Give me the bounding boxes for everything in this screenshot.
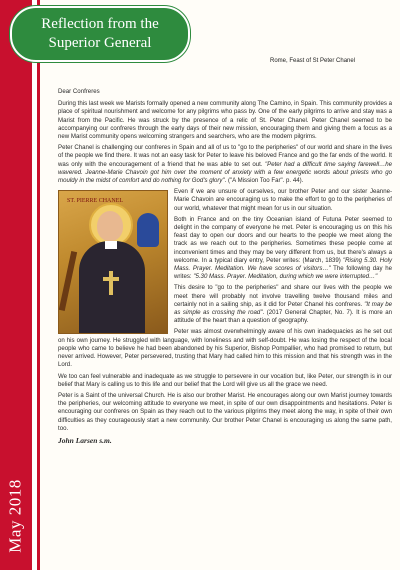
head-shape [97,211,123,241]
icon-caption: ST. PIERRE CHANEL [67,198,124,205]
saint-icon-image [58,190,168,334]
p5-text: This desire to "go to the peripheries" and share our lives with the people we meet there will probably not involve travelling twelve thousand miles and certainly not in a sailing ship, as it did for Peter Chanel his confreres. [174,284,392,308]
p2-text: Peter Chanel is challenging our confreres in Spain and all of us to "go to the peripheries" of our world and share in the lives of the people we find there. It was not an easy task for Peter to leave his beloved France and go the far ends of the world. It was only with the encouragement of a friend that he was able to set out. [58,144,392,168]
paragraph-1: During this last week we Marists formally opened a new community along The Camino, in Spain. This community provides a place of spiritual nourishment and welcome for any pilgrims who pass by. One of the early pilgrims to arrive and stay was a Marist from the Pacific. He was struck by the presence of a relic of St. Peter Chanel. Peter Chanel seemed to be accompanying our confreres through the early days of their new mission, encouraging them and giving them a focus as a new Marist community opens welcoming strangers and searchers, who are the modern pilgrims. [58,100,392,141]
p4-quote-2: "5.30 Mass. Prayer. Meditation, during which we were interrupted…" [193,273,378,281]
month-label [2,468,30,564]
madonna-shape [137,213,159,247]
title-line-1: Reflection from the [41,16,159,32]
paragraph-7: We too can feel vulnerable and inadequate as we struggle to persevere in our vocation but, like Peter, our strength is in our belief that Mary is calling us to this life and our belief that the Lord will give us all the grace we need. [58,372,392,388]
title-line-2: Superior General [48,35,152,51]
p2-quote: "Peter had a difficult time saying farewell…he wavered. Jeanne-Marie Chavoin got him over the moment of anxiety with a few energetic words about priests who go mouldy in the midst of comfort and do nothing for God's glory" [58,160,392,185]
p5-text-2: . (2017 General Chapter, No. 7). It is more an attitude of the heart than a question of geography. [174,309,393,325]
p5-quote: "It may be as simple as crossing the road" [174,300,392,317]
cross-bar [103,277,119,281]
paragraph-8: Peter is a Saint of the universal Church. He is also our brother Marist. He encourages along our own Marist journey towards the peripheries, our welcoming attitude to everyone we meet, in spite of our own disappointments and hesitations. Peter is encouraging our confreres on Spain as they reach out to the various pilgrims they meet along the way, in spite of their own difficulties as they courageously start a new community. Our brother Peter Chanel is encouraging us along the same path, too. [58,391,392,432]
sidebar-band-thin [37,0,40,570]
paragraph-6: Peter was almost overwhelmingly aware of his own inadequacies as he set out on his own journey. He struggled with language, with loneliness and with self-doubt. He was losing the respect of the local people who came to believe he had been abandoned by his Superior, Bishop Pompallier, who had promised to return, but never arrived. However, Peter persevered, trusting that Mary had called him to this mission and that his strength was in the Lord. [58,328,392,369]
letter-body [58,88,392,445]
cross-icon [109,271,113,295]
salutation: Dear Confreres [58,88,100,95]
dateline: Rome, Feast of St Peter Chanel [270,58,356,64]
p2-citation: . ("A Mission Too Far". p. 44). [224,177,304,185]
p4-text-2: The following day he writes: [174,265,392,281]
paragraph-2 [58,144,392,185]
paragraph-3: Even if we are unsure of ourselves, our brother Peter and our sister Jeanne-Marie Chavoin are encouraging us to make the effort to go to the peripheries of our world, whatever that might mean for us in our situation. [174,188,392,212]
collar-shape [105,241,117,249]
club-shape [59,251,77,311]
p4-quote-1: "Rising 5.30. Holy Mass. Prayer. Meditation. We have scores of visitors…" [174,256,392,273]
p4-text: Both in France and on the tiny Oceanian island of Futuna Peter seemed to delight in the company of everyone he met. Peter is encouraging us on this his feast day to open our doors and our hearts to the people we meet along the track as we reach out to the peripheries. Sometimes these people come at inconvenient times and they may be very different from us, but there's always a welcome. In a typical diary entry, Peter writes: (March, 1839) [174,215,392,264]
title-banner [10,6,190,62]
signature: John Larsen s.m. [58,435,112,445]
month-text: May 2018 [6,479,26,553]
